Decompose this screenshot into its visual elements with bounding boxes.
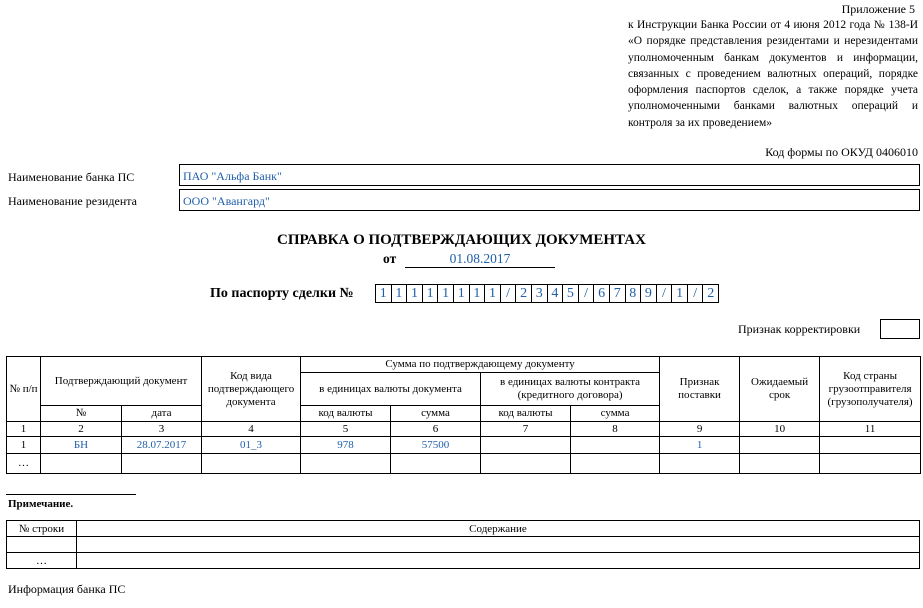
passport-char: 1	[671, 284, 688, 303]
table-row	[7, 454, 921, 474]
note-cell[interactable]: …	[7, 553, 77, 569]
note-cell[interactable]	[7, 537, 77, 553]
passport-char: 1	[453, 284, 470, 303]
header-amount: сумма	[391, 406, 481, 422]
note-header-row: № строки	[7, 521, 77, 537]
passport-char: 1	[484, 284, 501, 303]
table-cell[interactable]	[571, 437, 660, 454]
passport-char: 8	[625, 284, 642, 303]
appendix-title: Приложение 5	[841, 2, 915, 16]
col-number: 4	[202, 422, 301, 437]
passport-number-field[interactable]	[375, 284, 718, 303]
col-number: 1	[7, 422, 41, 437]
table-cell[interactable]: БН	[41, 437, 122, 454]
passport-char: 3	[531, 284, 548, 303]
table-cell[interactable]: 28.07.2017	[122, 437, 202, 454]
note-header-content: Содержание	[77, 521, 920, 537]
notes-table	[6, 520, 920, 569]
col-number: 8	[571, 422, 660, 437]
resident-name-label: Наименование резидента	[8, 194, 137, 208]
table-cell[interactable]	[820, 454, 921, 474]
note-row	[7, 537, 920, 553]
table-cell[interactable]	[740, 437, 820, 454]
date-prefix: от	[383, 251, 397, 266]
correction-field[interactable]	[880, 319, 920, 339]
passport-char: 4	[547, 284, 564, 303]
col-number: 2	[41, 422, 122, 437]
header-cur-code: код валюты	[481, 406, 571, 422]
header-country: Код страны грузоотправителя (грузополучателя)	[820, 357, 921, 422]
correction-label: Признак корректировки	[738, 322, 861, 336]
passport-label: По паспорту сделки №	[210, 286, 354, 301]
header-kind: Код вида подтверждающего документа	[202, 357, 301, 422]
table-cell[interactable]	[820, 437, 921, 454]
table-cell[interactable]: …	[7, 454, 41, 474]
col-number: 3	[122, 422, 202, 437]
col-number: 11	[820, 422, 921, 437]
header-expected: Ожидаемый срок	[740, 357, 820, 422]
col-number: 9	[660, 422, 740, 437]
passport-char: 1	[406, 284, 423, 303]
bank-name-label: Наименование банка ПС	[8, 170, 135, 184]
header-delivery: Признак поставки	[660, 357, 740, 422]
bank-info-label: Информация банка ПС	[8, 582, 126, 596]
table-row	[7, 437, 921, 454]
documents-table	[6, 356, 921, 474]
note-label: Примечание.	[8, 498, 74, 510]
passport-char: 2	[702, 284, 719, 303]
passport-char: /	[656, 284, 673, 303]
appendix-text: к Инструкции Банка России от 4 июня 2012 года № 138-И «О порядке представления резидентами и нерезидентами уполномоченным банкам документов и информации, связанных с проведением валютных операций, порядке оформления паспортов сделок, а также порядке учета уполномоченными банками валютных операций и контроля за их проведением»	[628, 19, 918, 129]
header-doc: Подтверждающий документ	[41, 357, 202, 406]
passport-char: /	[578, 284, 595, 303]
header-num: № п/п	[7, 357, 41, 422]
table-cell[interactable]	[202, 454, 301, 474]
passport-char: 7	[609, 284, 626, 303]
passport-char: 1	[469, 284, 486, 303]
header-sum-doc: в единицах валюты документа	[301, 373, 481, 406]
passport-char: /	[500, 284, 517, 303]
table-cell[interactable]	[41, 454, 122, 474]
passport-char: 1	[375, 284, 392, 303]
passport-char: 2	[515, 284, 532, 303]
header-cur-code: код валюты	[301, 406, 391, 422]
passport-char: 1	[437, 284, 454, 303]
header-sum: Сумма по подтверждающему документу	[301, 357, 660, 373]
note-row	[7, 553, 920, 569]
passport-char: 1	[391, 284, 408, 303]
document-title: СПРАВКА О ПОДТВЕРЖДАЮЩИХ ДОКУМЕНТАХ	[277, 232, 646, 248]
table-cell[interactable]: 01_3	[202, 437, 301, 454]
note-cell[interactable]	[77, 537, 920, 553]
header-amount: сумма	[571, 406, 660, 422]
col-number: 10	[740, 422, 820, 437]
note-separator	[6, 494, 136, 495]
header-doc-num: №	[41, 406, 122, 422]
resident-name-field[interactable]: ООО "Авангард"	[179, 189, 920, 211]
table-cell[interactable]: 57500	[391, 437, 481, 454]
date-field[interactable]: 01.08.2017	[405, 251, 555, 268]
col-number: 5	[301, 422, 391, 437]
table-cell[interactable]: 978	[301, 437, 391, 454]
table-cell[interactable]	[301, 454, 391, 474]
table-cell[interactable]	[481, 437, 571, 454]
table-cell[interactable]	[481, 454, 571, 474]
bank-name-field[interactable]: ПАО "Альфа Банк"	[179, 164, 920, 186]
passport-char: 5	[562, 284, 579, 303]
table-cell[interactable]: 1	[660, 437, 740, 454]
header-doc-date: дата	[122, 406, 202, 422]
header-sum-contract: в единицах валюты контракта (кредитного договора)	[481, 373, 660, 406]
passport-char: 1	[422, 284, 439, 303]
passport-char: /	[687, 284, 704, 303]
table-cell[interactable]	[740, 454, 820, 474]
col-number: 7	[481, 422, 571, 437]
table-cell[interactable]	[122, 454, 202, 474]
passport-char: 9	[640, 284, 657, 303]
okud-code: Код формы по ОКУД 0406010	[765, 145, 918, 159]
col-number: 6	[391, 422, 481, 437]
note-cell[interactable]	[77, 553, 920, 569]
passport-char: 6	[593, 284, 610, 303]
table-cell[interactable]: 1	[7, 437, 41, 454]
table-cell[interactable]	[571, 454, 660, 474]
table-cell[interactable]	[391, 454, 481, 474]
table-cell[interactable]	[660, 454, 740, 474]
